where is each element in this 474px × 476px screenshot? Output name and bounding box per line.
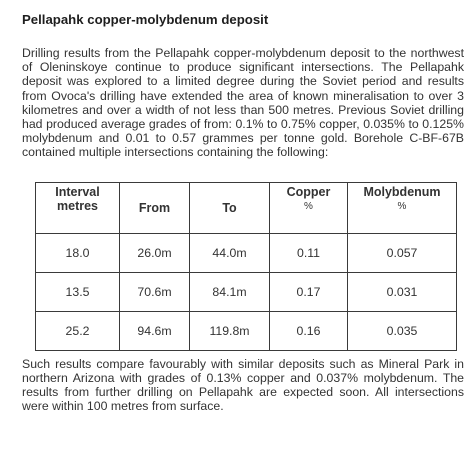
cell-from: 94.6m bbox=[120, 311, 190, 350]
intersections-table bbox=[35, 182, 457, 351]
header-molybdenum-label: Molybdenum bbox=[363, 184, 441, 199]
intro-line: northwest of Oleninskoye continue to produce significant bbox=[22, 46, 464, 75]
cell-molybdenum: 0.035 bbox=[348, 311, 457, 350]
cell-from: 70.6m bbox=[120, 272, 190, 311]
closing-line: Such results compare favourably with similar deposits such as Mineral bbox=[22, 356, 419, 371]
intro-line: the following: bbox=[256, 145, 329, 160]
header-molybdenum bbox=[348, 182, 457, 233]
table-row bbox=[36, 311, 457, 350]
cell-to: 84.1m bbox=[190, 272, 270, 311]
intro-line: have extended the area of known mineralisation to over 3 kilometres bbox=[22, 88, 464, 117]
cell-molybdenum: 0.031 bbox=[348, 272, 457, 311]
intersections-table-wrapper bbox=[35, 182, 456, 351]
cell-to: 44.0m bbox=[190, 233, 270, 272]
cell-copper: 0.16 bbox=[270, 311, 348, 350]
cell-molybdenum: 0.057 bbox=[348, 233, 457, 272]
header-copper-unit: % bbox=[304, 200, 313, 212]
closing-line: molybdenum. The results from further drilling on Pellapahk are bbox=[22, 370, 465, 400]
intro-line: intersections. The Pellapahk deposit was explored to a limited bbox=[22, 60, 465, 89]
document-title: Pellapahk copper-molybdenum deposit bbox=[22, 12, 269, 27]
header-copper-label: Copper bbox=[286, 184, 331, 199]
closing-line: surface. bbox=[179, 399, 224, 414]
cell-interval: 13.5 bbox=[36, 272, 120, 311]
header-interval: Interval metres bbox=[36, 182, 120, 233]
cell-interval: 18.0 bbox=[36, 233, 120, 272]
intro-line: degree during the Soviet period and results from Ovoca's drilling bbox=[22, 74, 464, 103]
cell-from: 26.0m bbox=[120, 233, 190, 272]
intro-line: had produced average grades of from: 0.1% to 0.75% copper, bbox=[22, 117, 360, 132]
header-copper bbox=[270, 182, 348, 233]
intro-paragraph bbox=[22, 46, 464, 160]
header-to: To bbox=[190, 182, 270, 233]
closing-line: expected soon. All intersections were within 100 metres from bbox=[22, 385, 464, 414]
closing-line: Park in northern Arizona with grades of 0.13% copper and 0.037% bbox=[22, 356, 464, 385]
table-row bbox=[36, 233, 457, 272]
table-header-row bbox=[36, 182, 457, 233]
cell-to: 119.8m bbox=[190, 311, 270, 350]
header-molybdenum-unit: % bbox=[397, 200, 407, 212]
table-row bbox=[36, 272, 457, 311]
cell-interval: 25.2 bbox=[36, 311, 120, 350]
intro-line: and over a width of not less than 500 metres. Previous Soviet drilling bbox=[82, 102, 464, 117]
intro-line: Drilling results from the Pellapahk copper-molybdenum deposit to the bbox=[22, 46, 407, 60]
cell-copper: 0.11 bbox=[270, 233, 348, 272]
header-from: From bbox=[120, 182, 190, 233]
closing-paragraph bbox=[22, 357, 464, 414]
document bbox=[22, 12, 464, 413]
intro-line: gold. Borehole C-BF-67B contained multiple intersections containing bbox=[22, 131, 464, 160]
cell-copper: 0.17 bbox=[270, 272, 348, 311]
intro-line: 0.035% to 0.125% molybdenum and 0.01 to 0.57 grammes per tonne bbox=[22, 117, 464, 146]
